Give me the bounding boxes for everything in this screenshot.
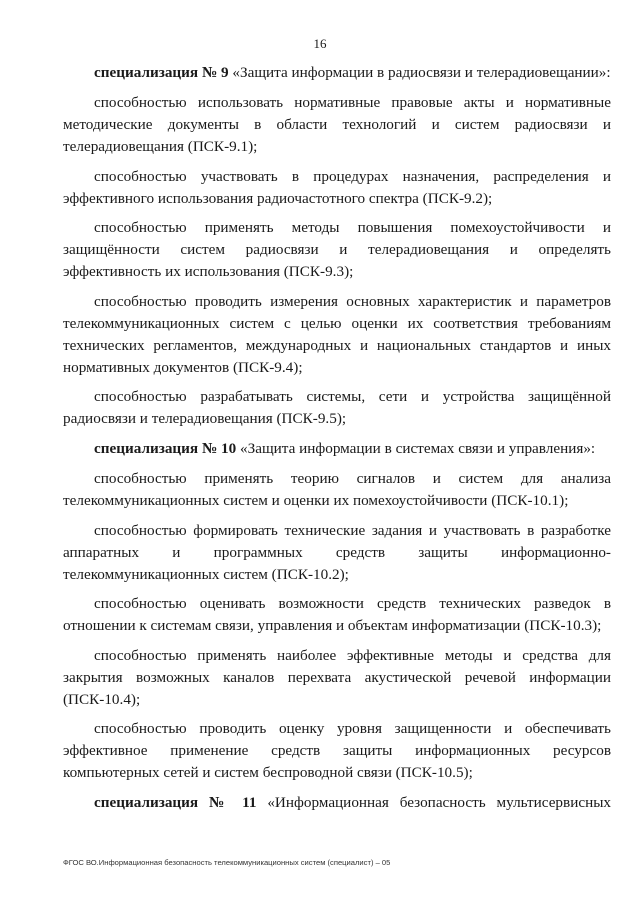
document-body [63, 62, 611, 822]
specialization-title: «Информационная безопасность мультисервисных [256, 793, 611, 811]
competency-psk-10-3: способностью оценивать возможности средств технических разведок в отношении к системам связи, управления и объектам информатизации (ПСК-10.3); [63, 595, 611, 635]
specialization-label: специализация № 9 [94, 64, 229, 81]
specialization-10-heading [63, 438, 611, 460]
specialization-11-heading [63, 792, 611, 814]
footer-document-id: ФГОС ВО.Информационная безопасность телекоммуникационных систем (специалист) – 05 [63, 858, 391, 867]
specialization-title: «Защита информации в системах связи и управления»: [236, 439, 596, 457]
competency-psk-9-1: способностью использовать нормативные правовые акты и нормативные методические документы в области технологий и систем радиосвязи и телерадиовещания (ПСК-9.1); [63, 94, 611, 155]
competency-psk-9-5: способностью разрабатывать системы, сети и устройства защищённой радиосвязи и телерадиовещания (ПСК-9.5); [63, 388, 611, 428]
specialization-9-heading [63, 62, 611, 84]
competency-psk-10-4: способностью применять наиболее эффективные методы и средства для закрытия возможных каналов перехвата акустической речевой информации (ПСК-10.4); [63, 646, 611, 708]
competency-psk-10-2: способностью формировать технические задания и участвовать в разработке аппаратных и программных средств защиты информационно-телекоммуникационных систем (ПСК-10.2); [63, 521, 611, 583]
specialization-label: специализация № 11 [94, 793, 257, 811]
competency-psk-10-1: способностью применять теорию сигналов и систем для анализа телекоммуникационных систем и оценки их помехоустойчивости (ПСК-10.1); [63, 469, 611, 509]
specialization-label: специализация № 10 [94, 439, 237, 457]
competency-psk-9-4: способностью проводить измерения основных характеристик и параметров телекоммуникационных систем с целью оценки их соответствия требованиям технических регламентов, международных и национальных стандартов и иных нормативных документов (ПСК-9.4); [63, 292, 611, 376]
competency-psk-9-2: способностью участвовать в процедурах назначения, распределения и эффективного использования радиочастотного спектра (ПСК-9.2); [63, 167, 611, 207]
competency-psk-9-3: способностью применять методы повышения помехоустойчивости и защищённости систем радиосвязи и телерадиовещания и определять эффективность их использования (ПСК-9.3); [63, 219, 611, 281]
competency-psk-10-5: способностью проводить оценку уровня защищенности и обеспечивать эффективное применение средств защиты информационных ресурсов компьютерных сетей и систем беспроводной связи (ПСК-10.5); [63, 720, 611, 782]
page-number: 16 [313, 36, 327, 51]
specialization-title: «Защита информации в радиосвязи и телерадиовещании»: [228, 64, 611, 81]
